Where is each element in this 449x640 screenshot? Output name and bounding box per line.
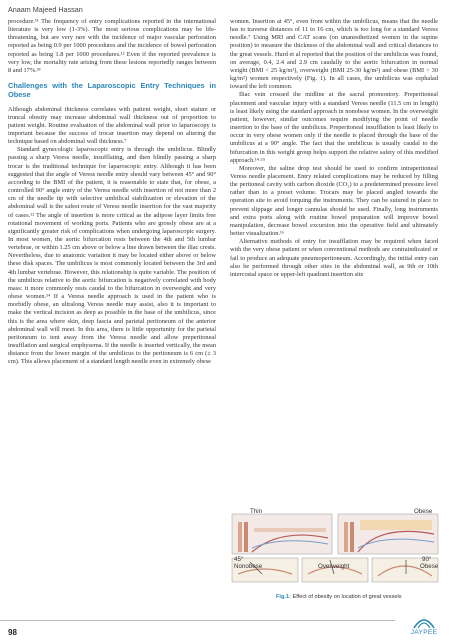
figure-obesity-illustration [230, 508, 440, 584]
figure-drawing [230, 508, 440, 584]
label-thin: Thin [250, 508, 263, 515]
page-number: 98 [8, 628, 17, 637]
left-paragraph-3: Standard gynecologic laparoscopic entry is through the umbilicus. Blindly passing a sharp Veress needle, insufflating, and then blindly passing a sharp trocar is the traditional technique for laparoscopic entry. Although it has been suggested that the angle of Veress needle entry should vary between 45° and 90° according to the BMI of the patient, it is reasonable to state that, for obese, a controlled 90° angle entry of the Veress needle with insertion of not more than 2 cm of the needle tip with selective umbilical stabilization or elevation of the abdominal wall is the safest route of Veress needle insertion for the vast majority of cases.¹² The angle of insertion is more critical as the adipose layer limits free rotational movement of working ports. Patients who are grossly obese are at a significantly greater risk of complications when undergoing laparoscopic surgery. In most women, the aortic bifurcation rests between the 4th and 5th lumbar vertebrae, or within 1.25 cm above or below a line drawn between the iliac crests. Nevertheless, due to anatomic variation it may be located either above or below these disk spaces. The umbilicus is most commonly located between the 3rd and 4th lumbar vertebrae. However, this relationship is quite variable. The position of the umbilicus relative to the aortic bifurcation is negatively correlated with body mass: it more commonly rests caudal to the bifurcation in overweight and very obese women.¹⁴ If a Veress needle approach is used in the patient who is morbidly obese, an ultralong Veress needle may assist, also it is important to make the vertical incision as deep as possible in the base of the umbilicus, since this is the area where skin, deep fascia and parietal peritoneum of the anterior abdominal wall will meet. In this area, there is little opportunity for the parietal peritoneum to tent away from the Veress needle and allow preperitoneal insufflation and surgical emphysema. If the needle is inserted vertically, the mean distance from the lower margin of the umbilicus to the peritoneum is 6 cm (± 3 cm). This allows placement of a standard length needle even in extremely obese [8, 146, 216, 366]
right-paragraph-3: Moreover, the saline drop test should be used to confirm intraperitoneal Veress needle placement. Entry related complications may be reduced by filling the peritoneal cavity with carbon dioxide (CO₂) to a predetermined pressure level rather than to a preset volume. Trocars may be placed angled towards the operation site to avoid torquing the instruments. They can be sutured in place to prevent slippage and longer cannulas should be used. Finally, long instruments and extra ports along with routine bowel preparation will improve bowel manipulation, decrease bowel excursion into the operative field and ultimately better visualization.¹⁶ [230, 164, 438, 238]
label-overweight: Overweight [318, 563, 350, 570]
label-obese: Obese [414, 508, 433, 515]
running-header-author: Anaam Majeed Hassan [8, 5, 83, 14]
left-paragraph-1: procedure.¹¹ The frequency of entry complications reported in the international literature is very low (1-3%). The most serious complications may be life-threatening, but are very rare with the incidence of major vascular perforation reported as being 0.9 per 1000 procedures and the incidence of bowel perforation reported as being 1.8 per 1000 procedures.¹² Even if the reported prevalence is very low, the mortality rate arising from these lesions reportedly ranges between 8 and 17%.³³ [8, 18, 216, 74]
section-heading: Challenges with the Laparoscopic Entry Techniques in Obese [8, 81, 216, 100]
label-nonobese: Nonobese [234, 563, 263, 570]
label-90-degree: 90° [422, 556, 432, 563]
figure-caption-prefix: Fig.1: [276, 594, 291, 600]
label-obese-bottom: Obese [420, 563, 439, 570]
label-45-degree: 45° [234, 556, 244, 563]
left-column [8, 18, 216, 367]
right-column [230, 18, 438, 279]
right-paragraph-1: women. Insertion at 45°, even from within the umbilicus, means that the needle has to traverse distances of 11 to 16 cm, which is too long for a standard Veress needle.⁷ Using MRI and CAT scans (on unanesthetized women in the supine position) to measure the thickness of the abdominal wall and critical distances to the great vessels. Hurd et al reported that the position of the umbilicus was found, on average, 0.4, 2.4 and 2.9 cm caudally to the aortic bifurcation in normal weight (BMI < 25 kg/m²), overweight (BMI 25-30 kg/m²) and obese (BMI > 30 kg/m²) women respectively (Fig. 1). In all cases, the umbilicus was cephalad toward the left common. [230, 18, 438, 91]
left-paragraph-2: Although abdominal thickness correlates with patient weight, short stature or truncal obesity may increase abdominal wall thickness out of proportion to patient weight. Routine evaluation of the abdominal wall prior to laparoscopy is important because the success of trocar insertion may depend on altering the technique based on abdominal wall thickness.⁷ [8, 105, 216, 146]
footer-divider [0, 620, 395, 621]
overweight-panel [302, 558, 368, 582]
figure-caption-text: Effect of obesity on location of great vessels [292, 594, 402, 600]
publisher-logo-text: JAYPEE [410, 629, 438, 636]
figure-caption [276, 594, 402, 600]
right-paragraph-4: Alternative methods of entry for insufflation may be required when faced with the very obese patient or when conventional methods are contraindicated or fail to produce an adequate pneumoperitoneum. Accordingly, the initial entry can also be performed through other sites in the abdominal wall, as 9th or 10th intercostal space or upper-left quadrant insertion site [230, 238, 438, 278]
right-paragraph-2: Iliac vein crossed the midline at the sacral promontory. Preperitoneal placement and vascular injury with a standard Veress needle (11.5 cm in length) is least likely using the standard approach in nonobese women. In the overweight patient, however, similar outcomes require modifying the point of needle insertion to the base of the umbilicus. Preperitoneal insufflation is least likely to occur in very obese women only if the needle is placed through the base of the umbilicus at a 90° angle. The fact that the umbilicus is usually caudal to the bifurcation in this weight group helps support the relative safety of this modified approach.¹⁴·¹⁵ [230, 91, 438, 164]
publisher-logo [404, 612, 444, 638]
publisher-logo-icon [404, 612, 444, 630]
